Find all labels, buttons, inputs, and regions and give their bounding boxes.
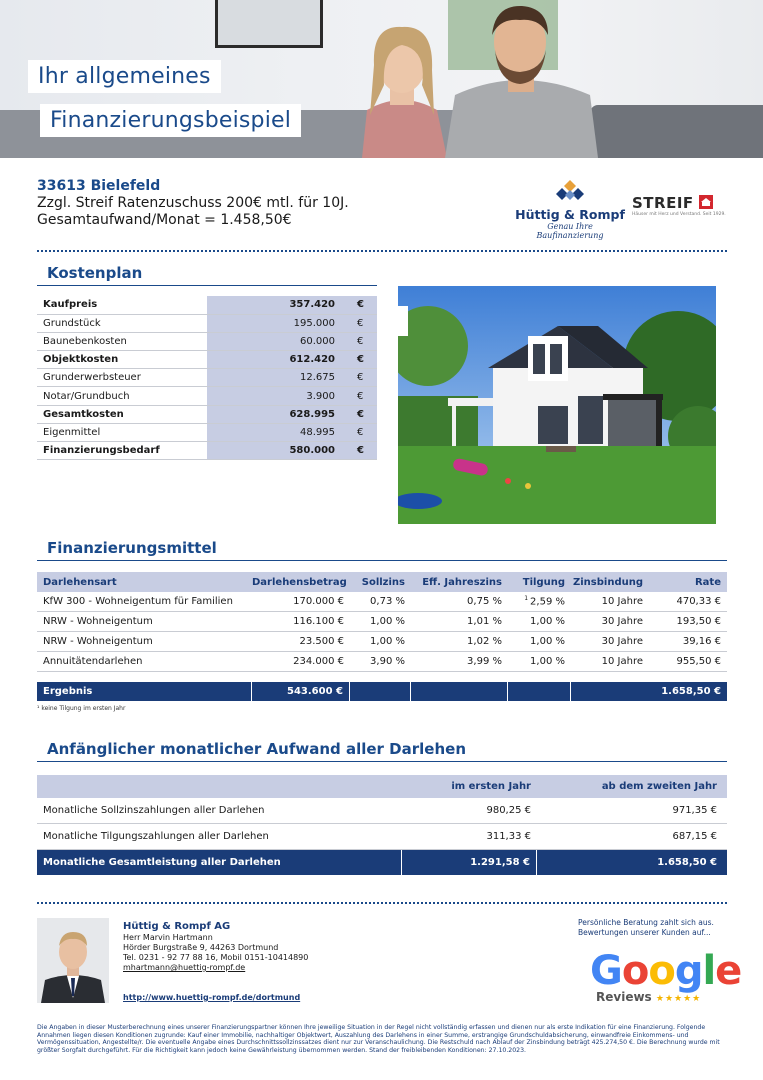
advisor-portrait-icon: [37, 918, 109, 1003]
huettig-rompf-logo: [515, 180, 625, 240]
darlehen-betrag: 116.100 €: [293, 616, 344, 627]
monatlich-col-first-year: im ersten Jahr: [451, 781, 531, 792]
col-betrag: Darlehensbetrag: [252, 576, 347, 588]
kostenplan-value: 357.420: [207, 296, 357, 314]
house-logo-icon: [699, 195, 713, 209]
darlehen-sollzins: 3,90 %: [370, 656, 405, 667]
finanzierung-result-row: [37, 682, 727, 701]
darlehen-tilgung: [508, 636, 571, 647]
tilgung-footnote-marker: 1: [524, 595, 529, 603]
monatlich-first-year: 980,25 €: [486, 805, 531, 816]
google-letter: g: [674, 948, 703, 994]
monatlich-heading: Anfänglicher monatlicher Aufwand aller Darlehen: [47, 740, 466, 758]
result-empty-3: [508, 682, 571, 701]
darlehen-row: [37, 652, 727, 672]
result-label: Ergebnis: [37, 682, 252, 701]
darlehen-effzins: 0,75 %: [467, 596, 502, 607]
hr-logo-tag: Genau Ihre Baufinanzierung: [536, 222, 604, 240]
offer-total: Gesamtaufwand/Monat = 1.458,50€: [37, 212, 292, 228]
darlehen-art: NRW - Wohneigentum: [43, 636, 153, 647]
result-betrag: 543.600 €: [252, 682, 350, 701]
kostenplan-row: [37, 314, 377, 332]
darlehen-betrag: 170.000 €: [293, 596, 344, 607]
couple-photo-man: [440, 0, 600, 158]
col-rate: Rate: [694, 576, 721, 588]
darlehen-betrag: 234.000 €: [293, 656, 344, 667]
darlehen-zinsbindung: 30 Jahre: [601, 616, 643, 627]
result-rate: 1.658,50 €: [661, 686, 721, 697]
darlehen-tilgung: [508, 656, 571, 667]
rating-stars-icon: ★★★★★: [655, 994, 702, 1004]
finanzierung-header-row: [37, 572, 727, 592]
monatlich-total-row: [37, 850, 727, 875]
diamond-logo-icon: [550, 180, 590, 202]
advisor-photo: [37, 918, 109, 1003]
total-second-year: 1.658,50 €: [657, 857, 717, 868]
reviews-text: Reviews: [596, 990, 652, 1004]
monatlich-first-year: 311,33 €: [486, 831, 531, 842]
darlehen-tilgung: [508, 616, 571, 627]
kostenplan-row: [37, 369, 377, 387]
darlehen-effzins: 1,02 %: [467, 636, 502, 647]
monatlich-row: [37, 798, 727, 824]
google-letter: o: [621, 948, 649, 994]
hero-title-line1: Ihr allgemeines: [28, 60, 221, 93]
kostenplan-currency: €: [357, 332, 377, 350]
kostenplan-table: [37, 296, 377, 460]
kostenplan-label: Kaufpreis: [37, 296, 207, 314]
kostenplan-label: Grunderwerbsteuer: [37, 369, 207, 387]
darlehen-zinsbindung: 10 Jahre: [601, 596, 643, 607]
review-note-line1: Persönliche Beratung zahlt sich aus.: [578, 918, 714, 927]
kostenplan-currency: €: [357, 314, 377, 332]
offer-info: [37, 178, 349, 228]
darlehen-sollzins: 1,00 %: [370, 636, 405, 647]
advisor-phone: Tel. 0231 - 92 77 88 16, Mobil 0151-10414890: [123, 953, 309, 962]
kostenplan-value: 48.995: [207, 423, 357, 441]
advisor-contact: [123, 920, 309, 1002]
hr-logo-name: Hüttig & Rompf: [515, 207, 625, 222]
result-empty-4: [571, 682, 649, 701]
result-empty-2: [411, 682, 508, 701]
legal-disclaimer: Die Angaben in dieser Musterberechnung eines unserer Finanzierungspartner können Ihre jeweilige Situation in der Regel nicht vollständig erfassen und dienen nur als erste Indikation für eine Finanzierung. Folgende Annahmen liegen diesen Konditionen zugrunde: Kauf einer Immobilie, nachhaltiger Objektwert, Auszahlung des Darlehens in einer Summe, erstrangige Grundschuldabsicherung, einwandfreie Einkommens- und Vermögenssituation, Angestellte/r. Die eventuelle Angabe eines Durchschnittssollzinssatzes dient nur zur Veranschaulichung. Die Restschuld nach Ablauf der Zinsbindung beträgt 425.274,50 €. Die Berechnung wurde mit größter Sorgfalt durchgeführt. Für die Richtigkeit kann jedoch keine Gewährleistung übernommen werden. Stand der freibleibenden Konditionen: 27.10.2023.: [37, 1024, 720, 1054]
kostenplan-label: Eigenmittel: [37, 423, 207, 441]
hero-banner: [0, 0, 763, 158]
streif-logo-tag: Häuser mit Herz und Verstand. Seit 1929.: [632, 212, 726, 217]
streif-logo: [632, 194, 732, 217]
total-label: Monatliche Gesamtleistung aller Darlehen: [37, 850, 402, 875]
finanzierung-rule: [37, 560, 727, 561]
advisor-address: Hörder Burgstraße 9, 44263 Dortmund: [123, 943, 279, 952]
darlehen-sollzins: 1,00 %: [370, 616, 405, 627]
result-empty-1: [350, 682, 411, 701]
darlehen-art: KfW 300 - Wohneigentum für Familien: [43, 596, 233, 607]
kostenplan-value: 628.995: [207, 405, 357, 423]
google-letter: l: [702, 948, 716, 994]
darlehen-effzins: 1,01 %: [467, 616, 502, 627]
streif-logo-text: STREIF: [632, 194, 694, 212]
kostenplan-value: 60.000: [207, 332, 357, 350]
darlehen-effzins: 3,99 %: [467, 656, 502, 667]
divider-dotted-2: [37, 902, 727, 904]
advisor-website-link[interactable]: http://www.huettig-rompf.de/dortmund: [123, 993, 301, 1002]
kostenplan-row: [37, 296, 377, 314]
kostenplan-value: 195.000: [207, 314, 357, 332]
kostenplan-label: Notar/Grundbuch: [37, 387, 207, 405]
darlehen-art: Annuitätendarlehen: [43, 656, 143, 667]
monatlich-second-year: 971,35 €: [672, 805, 717, 816]
kostenplan-currency: €: [357, 442, 377, 460]
monatlich-label: Monatliche Tilgungszahlungen aller Darlehen: [43, 831, 269, 842]
advisor-company: Hüttig & Rompf AG: [123, 921, 231, 932]
monatlich-row: [37, 824, 727, 850]
google-letter: o: [648, 948, 675, 994]
darlehen-rate: 39,16 €: [682, 636, 721, 647]
monatlich-label: Monatliche Sollzinszahlungen aller Darlehen: [43, 805, 265, 816]
google-reviews-label[interactable]: [596, 990, 701, 1004]
kostenplan-row: [37, 351, 377, 369]
kostenplan-heading: Kostenplan: [47, 264, 143, 282]
review-note: [578, 918, 738, 938]
google-letter: G: [590, 948, 622, 994]
col-tilgung: Tilgung: [522, 576, 565, 588]
darlehen-sollzins: 0,73 %: [370, 596, 405, 607]
google-letter: e: [715, 948, 742, 994]
darlehen-zinsbindung: 10 Jahre: [601, 656, 643, 667]
monatlich-col-second-year: ab dem zweiten Jahr: [601, 781, 717, 792]
darlehen-rate: 470,33 €: [676, 596, 721, 607]
darlehen-rate: 955,50 €: [676, 656, 721, 667]
tilgung-value: 1,00 %: [530, 636, 565, 647]
kostenplan-value: 612.420: [207, 351, 357, 369]
kostenplan-currency: €: [357, 405, 377, 423]
darlehen-row: [37, 612, 727, 632]
col-sollzins: Sollzins: [361, 576, 405, 588]
kostenplan-label: Objektkosten: [37, 351, 207, 369]
darlehen-betrag: 23.500 €: [299, 636, 344, 647]
google-logo[interactable]: [590, 948, 741, 994]
kostenplan-row: [37, 442, 377, 460]
tilgung-value: 2,59 %: [530, 596, 565, 608]
kostenplan-row: [37, 387, 377, 405]
kostenplan-currency: €: [357, 369, 377, 387]
kostenplan-currency: €: [357, 351, 377, 369]
background-sofa-back: [590, 105, 763, 158]
kostenplan-value: 580.000: [207, 442, 357, 460]
darlehen-row: [37, 632, 727, 652]
kostenplan-currency: €: [357, 423, 377, 441]
offer-city: 33613 Bielefeld: [37, 178, 161, 194]
darlehen-art: NRW - Wohneigentum: [43, 616, 153, 627]
kostenplan-row: [37, 423, 377, 441]
col-zinsbindung: Zinsbindung: [572, 576, 643, 588]
monatlich-rule: [37, 761, 727, 762]
kostenplan-value: 3.900: [207, 387, 357, 405]
tilgung-value: 1,00 %: [530, 656, 565, 667]
col-effzins: Eff. Jahreszins: [422, 576, 502, 588]
total-first-year: 1.291,58 €: [402, 850, 537, 875]
hero-title-line2: Finanzierungsbeispiel: [40, 104, 301, 137]
monatlich-header-row: [37, 775, 727, 798]
darlehen-row: [37, 592, 727, 612]
advisor-name: Herr Marvin Hartmann: [123, 933, 213, 942]
kostenplan-label: Finanzierungsbedarf: [37, 442, 207, 460]
offer-subsidy: Zzgl. Streif Ratenzuschuss 200€ mtl. für 10J.: [37, 195, 349, 211]
kostenplan-row: [37, 405, 377, 423]
kostenplan-currency: €: [357, 296, 377, 314]
advisor-email-link[interactable]: mhartmann@huettig-rompf.de: [123, 963, 246, 972]
col-darlehensart: Darlehensart: [43, 576, 117, 588]
tilgung-value: 1,00 %: [530, 616, 565, 627]
divider-dotted-1: [37, 250, 727, 252]
background-window: [215, 0, 323, 48]
darlehen-tilgung: [508, 595, 571, 607]
streif-logo-name: [632, 194, 732, 212]
kostenplan-currency: €: [357, 387, 377, 405]
darlehen-rate: 193,50 €: [676, 616, 721, 627]
kostenplan-label: Grundstück: [37, 314, 207, 332]
finanzierung-heading: Finanzierungsmittel: [47, 539, 217, 557]
kostenplan-value: 12.675: [207, 369, 357, 387]
review-note-line2: Bewertungen unserer Kunden auf...: [578, 928, 711, 937]
kostenplan-row: [37, 332, 377, 350]
monatlich-second-year: 687,15 €: [672, 831, 717, 842]
tilgung-footnote: ¹ keine Tilgung im ersten Jahr: [37, 705, 126, 712]
kostenplan-rule: [37, 285, 377, 286]
kostenplan-label: Gesamtkosten: [37, 405, 207, 423]
kostenplan-label: Baunebenkosten: [37, 332, 207, 350]
monatlich-table: [37, 775, 727, 875]
house-photo: [398, 286, 716, 524]
finanzierung-table: [37, 572, 727, 697]
darlehen-zinsbindung: 30 Jahre: [601, 636, 643, 647]
